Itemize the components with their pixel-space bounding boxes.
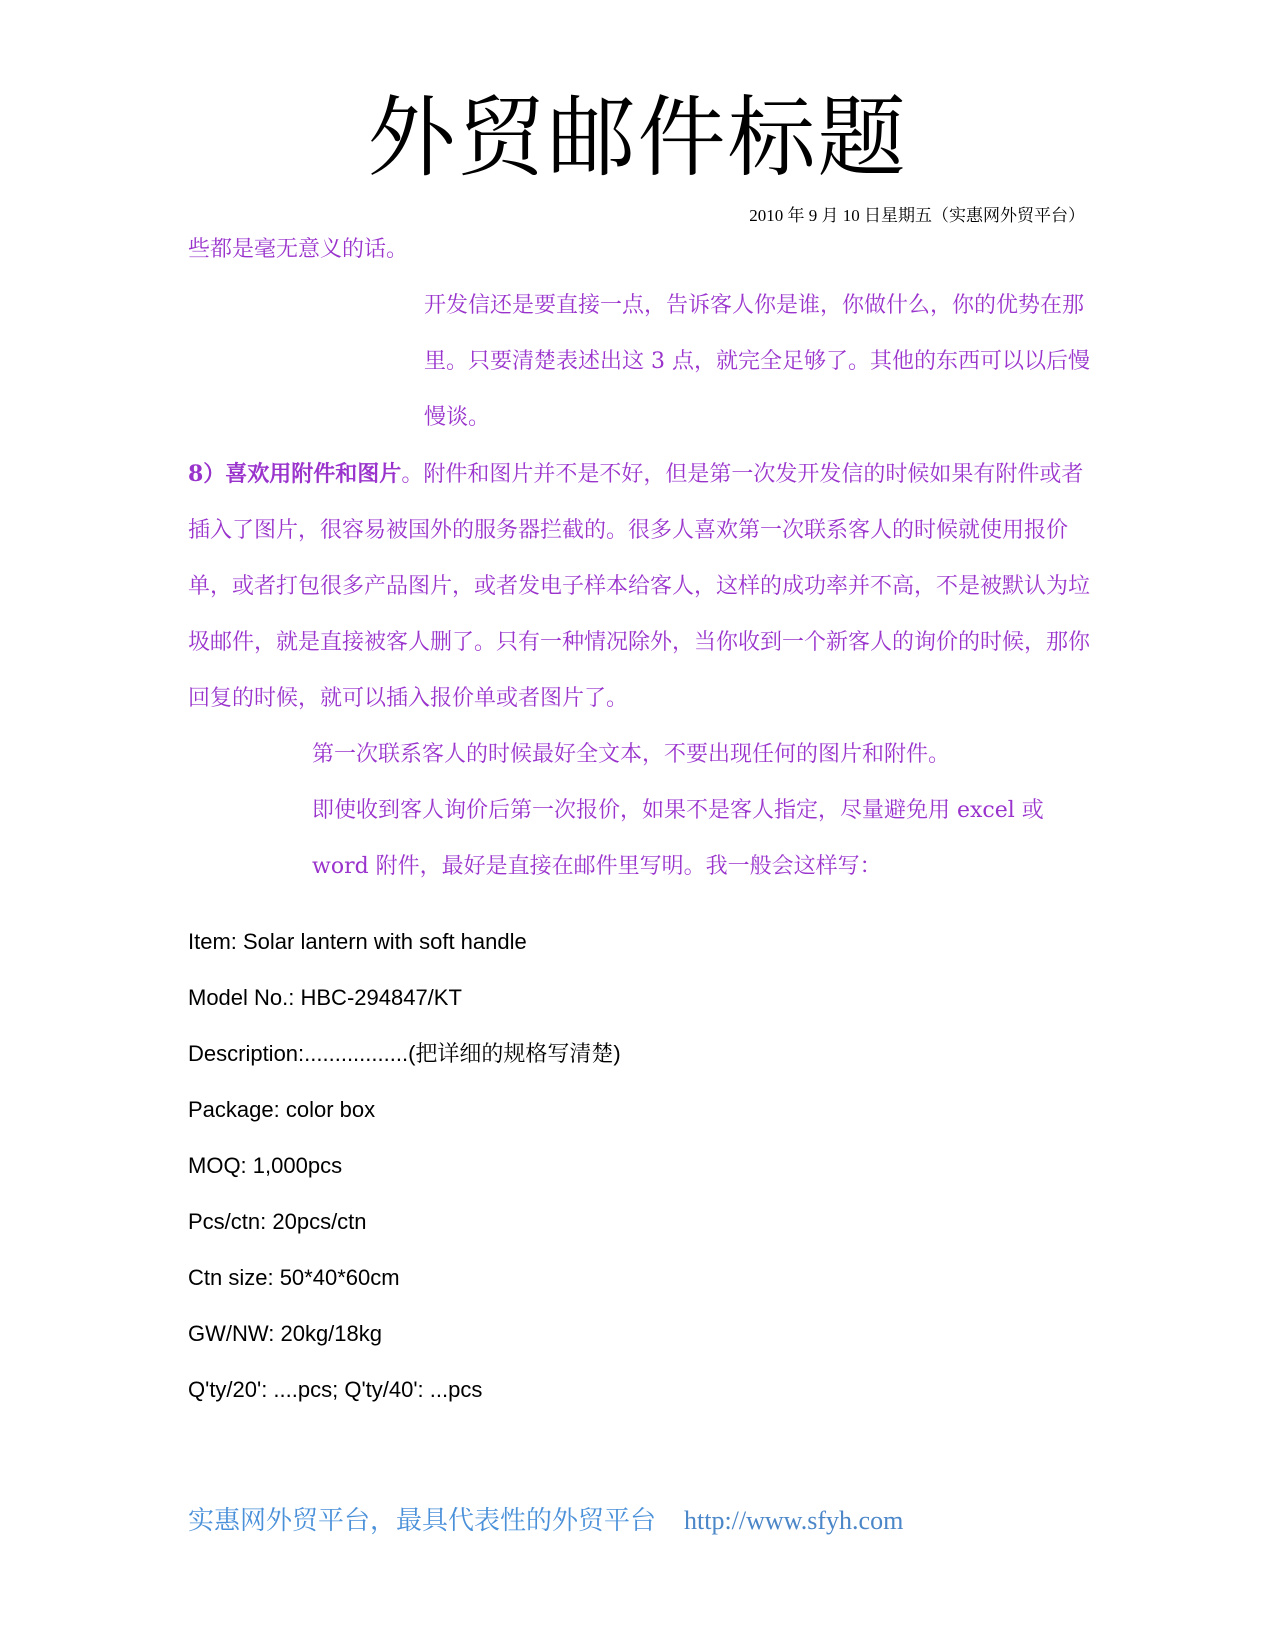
paragraph-2: 开发信还是要直接一点，告诉客人你是谁，你做什么，你的优势在那里。只要清楚表述出这 3 点，就完全足够了。其他的东西可以以后慢慢谈。 — [424, 293, 1090, 430]
spec-line-qty: Q'ty/20': ....pcs; Q'ty/40': ...pcs — [188, 1377, 483, 1402]
spec-line-model: Model No.: HBC-294847/KT — [188, 985, 462, 1010]
footer-url-link[interactable]: http://www.sfyh.com — [684, 1506, 904, 1535]
footer-slogan: 实惠网外贸平台，最具代表性的外贸平台 — [188, 1506, 657, 1536]
paragraph-3-heading: 8）喜欢用附件和图片 — [188, 461, 402, 487]
paragraph-3 — [188, 446, 1100, 727]
paragraph-3-text: 。附件和图片并不是不好，但是第一次发开发信的时候如果有附件或者插入了图片，很容易被国外的服务器拦截的。很多人喜欢第一次联系客人的时候就使用报价单，或者打包很多产品图片，或者发电子样本给客人，这样的成功率并不高，不是被默认为垃圾邮件，就是直接被客人删了。只有一种情况除外，当你收到一个新客人的询价的时候，那你回复的时候，就可以插入报价单或者图片了。 — [188, 462, 1091, 711]
dateline: 2010 年 9 月 10 日星期五（实惠网外贸平台） — [749, 206, 1085, 225]
spec-list — [188, 914, 1088, 1418]
spec-line-item: Item: Solar lantern with soft handle — [188, 929, 527, 954]
spec-line-ctn-size: Ctn size: 50*40*60cm — [188, 1265, 400, 1290]
paragraph-4: 第一次联系客人的时候最好全文本，不要出现任何的图片和附件。 — [312, 742, 951, 767]
spec-line-package: Package: color box — [188, 1097, 376, 1122]
spec-line-description: Description:.................(把详细的规格写清楚) — [188, 1041, 621, 1066]
spec-line-pcs-ctn: Pcs/ctn: 20pcs/ctn — [188, 1209, 367, 1234]
spec-line-gw-nw: GW/NW: 20kg/18kg — [188, 1321, 382, 1346]
footer — [188, 1500, 903, 1537]
body-section — [188, 222, 1100, 895]
spec-line-moq: MOQ: 1,000pcs — [188, 1153, 343, 1178]
document-title: 外贸邮件标题 — [367, 86, 908, 189]
paragraph-5: 即使收到客人询价后第一次报价，如果不是客人指定，尽量避免用 excel 或 word 附件，最好是直接在邮件里写明。我一般会这样写： — [312, 798, 1044, 879]
paragraph-1: 些都是毫无意义的话。 — [188, 237, 409, 262]
